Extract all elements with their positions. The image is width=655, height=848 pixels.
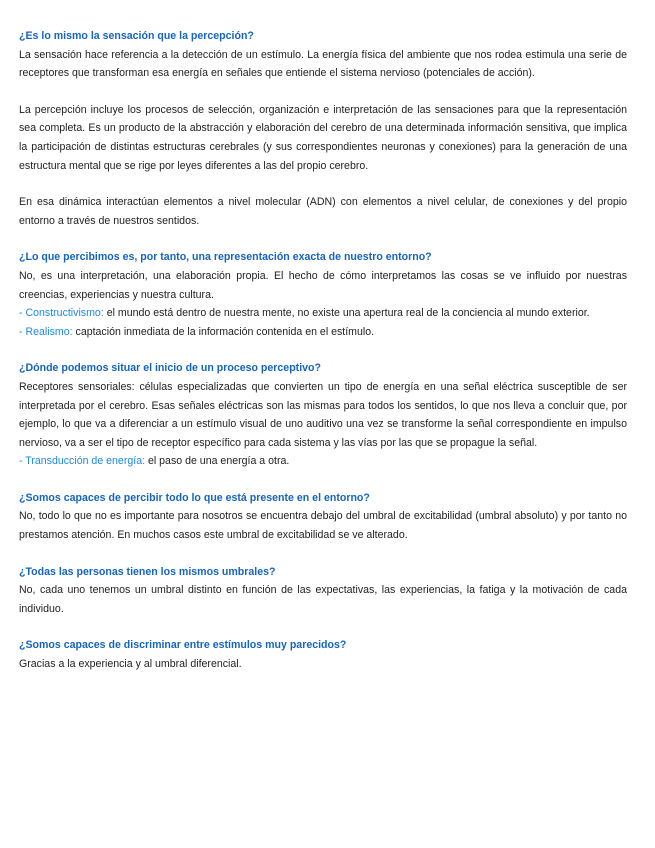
section-representacion-exacta (19, 248, 627, 341)
section-question: ¿Somos capaces de percibir todo lo que está presente en el entorno? (19, 491, 370, 504)
section-paragraph: Gracias a la experiencia y al umbral diferencial. (19, 658, 242, 671)
definition-text: el paso de una energía a otra. (145, 455, 290, 468)
section-paragraph: La percepción incluye los procesos de selección, organización e interpretación de las sensaciones para que la representación sea completa. Es un producto de la abstracción y elaboración del cerebro de una determinada información sensitiva, que implica la participación de distintas estructuras cerebrales (y sus correspondientes neuronas y conexiones) para la generación de una estructura mental que se rige por leyes diferentes a las del propio cerebro. (19, 103, 627, 172)
section-question: ¿Todas las personas tienen los mismos umbrales? (19, 565, 276, 578)
definition-text: el mundo está dentro de nuestra mente, no existe una apertura real de la conciencia al mundo exterior. (103, 307, 590, 320)
definition-item (19, 452, 627, 471)
section-percibir-todo (19, 489, 627, 545)
definition-item (19, 323, 627, 342)
section-question: ¿Dónde podemos situar el inicio de un proceso perceptivo? (19, 362, 321, 375)
section-paragraph: No, todo lo que no es importante para nosotros se encuentra debajo del umbral de excitabilidad (umbral absoluto) y por tanto no prestamos atención. En muchos casos este umbral de excitabilidad se ve alterado. (19, 510, 627, 542)
section-paragraph: Receptores sensoriales: células especializadas que convierten un tipo de energía en una señal eléctrica susceptible de ser interpretada por el cerebro. Esas señales eléctricas son las mismas para todos los sentidos, lo que nos lleva a concluir que, por ejemplo, lo que va a diferenciar a un estímulo visual de uno auditivo una vez se transforme la señal correspondiente en impulso nervioso, va a ser el tipo de receptor específico para cada sistema y las vías por las que se propague la señal. (19, 380, 627, 449)
section-inicio-proceso (19, 359, 627, 471)
section-paragraph: En esa dinámica interactúan elementos a nivel molecular (ADN) con elementos a nivel celular, de conexiones y del propio entorno a través de nuestros sentidos. (19, 196, 627, 227)
section-sensacion-percepcion (19, 27, 627, 230)
definition-text: captación inmediata de la información contenida en el estímulo. (72, 325, 375, 338)
section-question: ¿Lo que percibimos es, por tanto, una representación exacta de nuestro entorno? (19, 251, 432, 264)
section-mismos-umbrales (19, 563, 627, 619)
definition-term: - Constructivismo: (19, 307, 104, 320)
definition-term: - Realismo: (19, 325, 73, 338)
section-question: ¿Somos capaces de discriminar entre estímulos muy parecidos? (19, 639, 347, 652)
section-question: ¿Es lo mismo la sensación que la percepción? (19, 30, 254, 42)
section-discriminar-estimulos (19, 636, 627, 673)
definition-term: - Transducción de energía: (19, 455, 146, 468)
section-paragraph: No, cada uno tenemos un umbral distinto en función de las expectativas, las experiencias, la fatiga y la motivación de cada individuo. (19, 584, 627, 615)
section-paragraph: No, es una interpretación, una elaboración propia. El hecho de cómo interpretamos las cosas se ve influido por nuestras creencias, experiencias y nuestra cultura. (19, 269, 627, 301)
section-paragraph: La sensación hace referencia a la detección de un estímulo. La energía física del ambiente que nos rodea estimula una serie de receptores que transforman esa energía en señales que entiende el sistema nervioso (potenciales de acción). (19, 48, 627, 80)
definition-item (19, 304, 627, 323)
